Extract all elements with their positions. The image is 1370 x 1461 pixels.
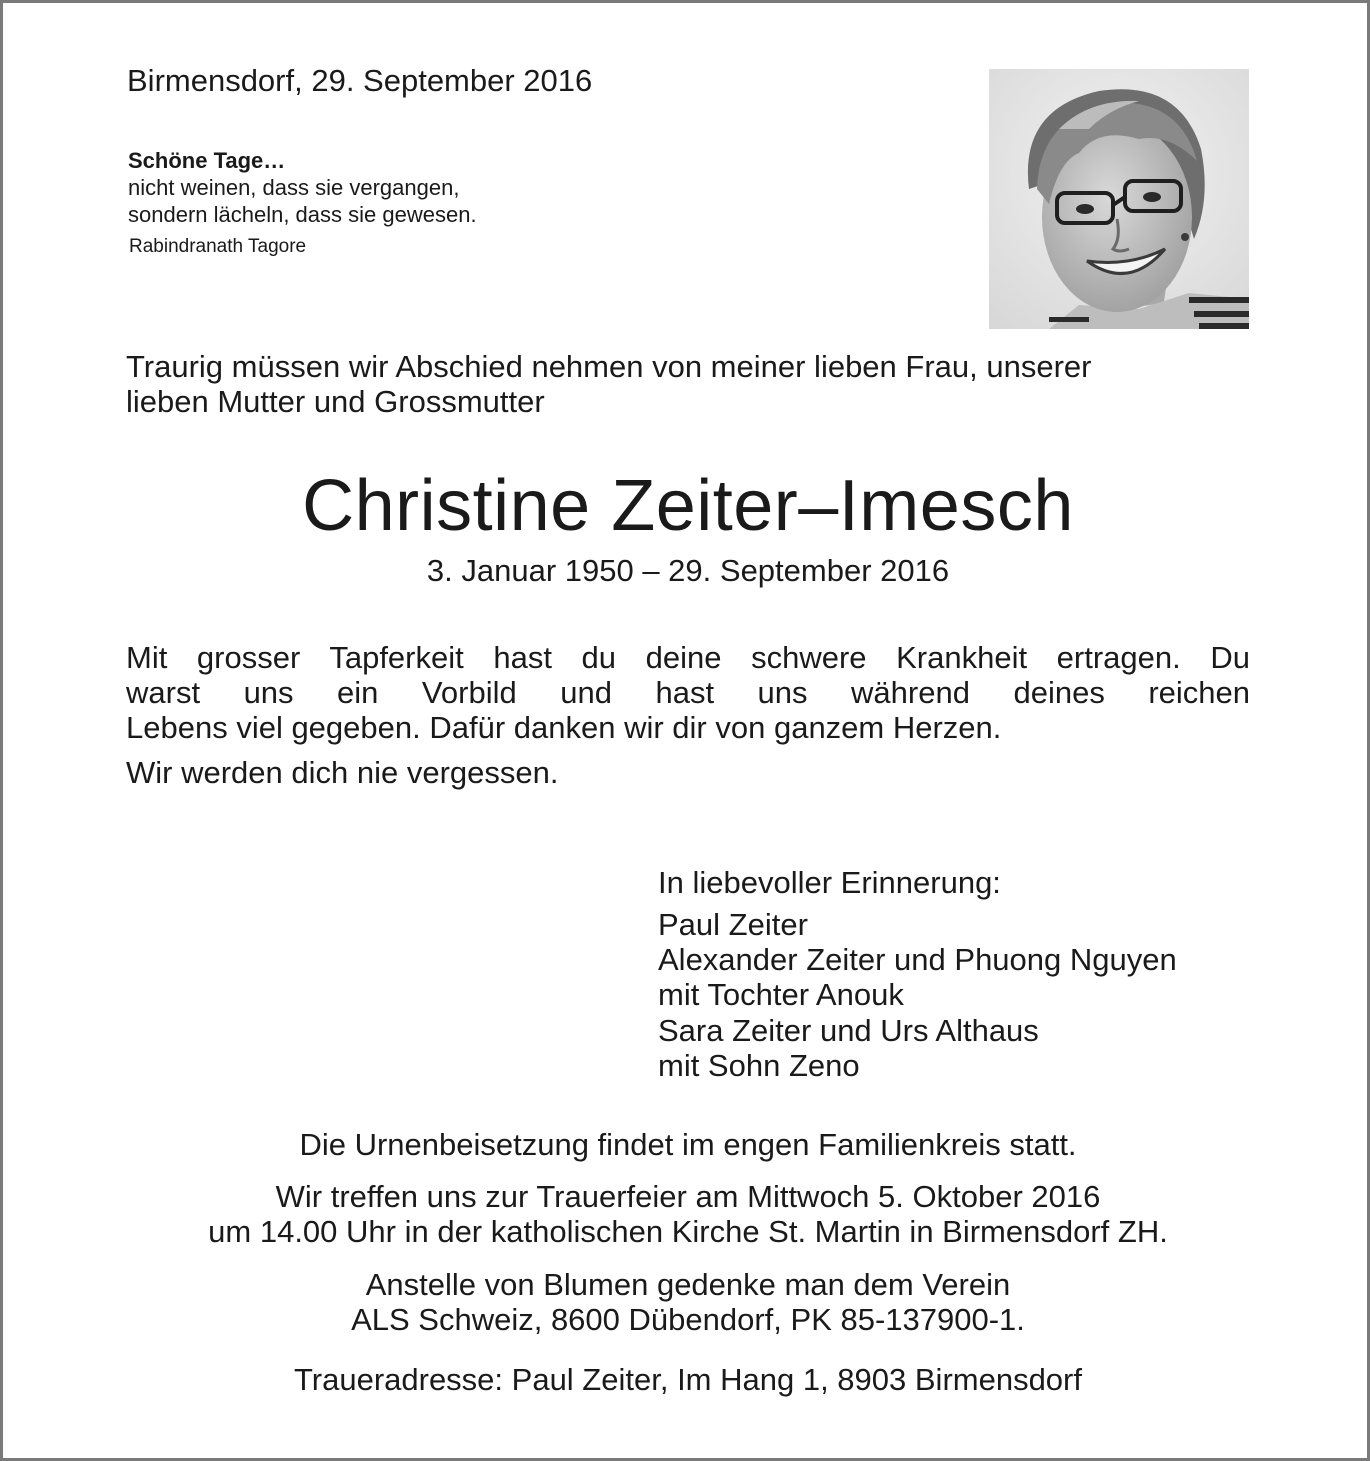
service-line: Wir treffen uns zur Trauerfeier am Mittwoch 5. Oktober 2016 bbox=[275, 1179, 1101, 1214]
quote-author: Rabindranath Tagore bbox=[129, 236, 307, 257]
place-date: Birmensdorf, 29. September 2016 bbox=[127, 63, 593, 98]
quote-line: nicht weinen, dass sie vergangen, bbox=[128, 175, 460, 200]
service-line: um 14.00 Uhr in der katholischen Kirche St. Martin in Birmensdorf ZH. bbox=[208, 1214, 1168, 1249]
tribute-line: warst uns ein Vorbild und hast uns während deines reichen bbox=[126, 675, 1250, 710]
service-notice bbox=[3, 1179, 1370, 1249]
intro-text bbox=[126, 349, 1250, 419]
portrait-photo bbox=[989, 69, 1249, 329]
donation-line: ALS Schweiz, 8600 Dübendorf, PK 85-137900-1. bbox=[351, 1302, 1025, 1337]
mourner-name: Paul Zeiter bbox=[658, 907, 808, 942]
mourning-address: Traueradresse: Paul Zeiter, Im Hang 1, 8903 Birmensdorf bbox=[293, 1362, 1082, 1397]
life-dates: 3. Januar 1950 – 29. September 2016 bbox=[426, 553, 950, 588]
portrait-photo-icon bbox=[989, 69, 1249, 329]
farewell-line: Wir werden dich nie vergessen. bbox=[126, 755, 559, 790]
tribute-line: Lebens viel gegeben. Dafür danken wir dir von ganzem Herzen. bbox=[126, 710, 1002, 745]
intro-line: Traurig müssen wir Abschied nehmen von meiner lieben Frau, unserer bbox=[126, 349, 1092, 384]
mourner-name: mit Tochter Anouk bbox=[658, 977, 904, 1013]
quote-title: Schöne Tage… bbox=[128, 148, 286, 173]
mourners-list bbox=[658, 907, 1177, 1083]
tribute-text bbox=[126, 640, 1250, 745]
mourner-name: Alexander Zeiter und Phuong Nguyen bbox=[658, 942, 1177, 978]
donation-notice bbox=[3, 1267, 1370, 1337]
deceased-name: Christine Zeiter–Imesch bbox=[302, 466, 1074, 546]
quote-line: sondern lächeln, dass sie gewesen. bbox=[128, 202, 477, 227]
tribute-line: Mit grosser Tapferkeit hast du deine schwere Krankheit ertragen. Du bbox=[126, 640, 1250, 675]
intro-line: lieben Mutter und Grossmutter bbox=[126, 384, 545, 419]
urn-notice: Die Urnenbeisetzung findet im engen Familienkreis statt. bbox=[299, 1127, 1077, 1162]
donation-line: Anstelle von Blumen gedenke man dem Verein bbox=[365, 1267, 1011, 1302]
mourner-name: mit Sohn Zeno bbox=[658, 1047, 860, 1083]
mourners-heading: In liebevoller Erinnerung: bbox=[658, 865, 1001, 900]
mourner-name: Sara Zeiter und Urs Althaus bbox=[658, 1012, 1039, 1048]
quote bbox=[128, 147, 477, 228]
